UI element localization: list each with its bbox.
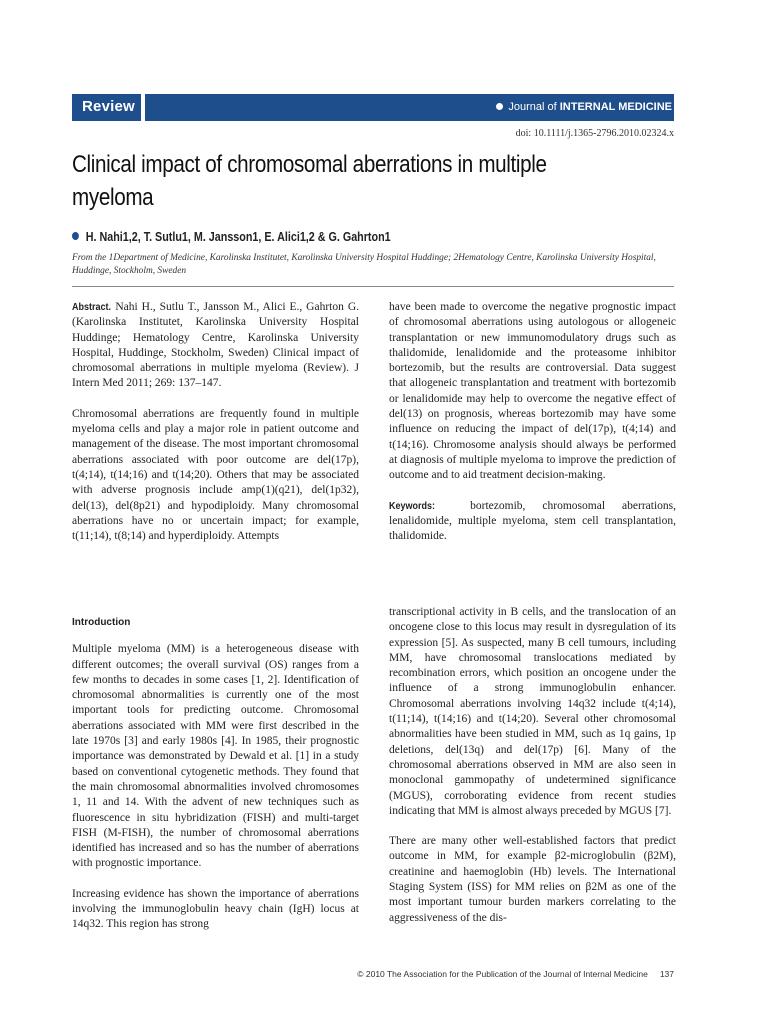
body-left-column xyxy=(72,615,359,948)
section-label: Review xyxy=(82,98,135,115)
body-paragraph: There are many other well-established factors that predict outcome in MM, for example β2-microglobulin (β2M), creatinine and haemoglobin (Hb) levels. The International Staging System (ISS) for MM relies on β2M as one of the most important tumour burden markers correlating to the aggressiveness of the dis- xyxy=(389,835,676,924)
abstract-right-column xyxy=(389,300,676,559)
abstract-left-column xyxy=(72,300,359,559)
banner-separator xyxy=(141,94,145,121)
abstract-label: Abstract. xyxy=(72,302,112,313)
divider xyxy=(72,286,674,287)
abstract-citation-text: Nahi H., Sutlu T., Jansson M., Alici E., Gahrton G. (Karolinska Institutet, Karolinska University Hospital Huddinge; Hematology Centre, Karolinska University Hospital, Huddinge, Stockholm, Sweden) Clinical impact of chromosomal aberrations in multiple myeloma (Review). J Intern Med 2011; 269: 137–147. xyxy=(72,301,359,390)
journal-prefix: Journal of xyxy=(508,101,557,113)
body-paragraph: Multiple myeloma (MM) is a heterogeneous disease with different outcomes; the overall survival (OS) ranges from a few months to decades in some cases [1, 2]. Identification of chromosomal abnormalities is currently one of the most important tools for predicting outcome. Chromosomal aberrations associated with MM were first described in the late 1970s [3] and early 1980s [4]. In 1985, their prognostic importance was demonstrated by Dewald et al. [1] in a study based on conventional cytogenetic methods. They found that the main chromosomal abnormalities involved chromosomes 1, 11 and 14. With the advent of new techniques such as fluorescence in situ hybridization (FISH) and multi-target FISH (M-FISH), the number of chromosomal aberrations identified has increased and so has the number of aberrations with prognostic importance. xyxy=(72,643,359,870)
keywords-label: Keywords: xyxy=(389,500,436,512)
authors-text: H. Nahi1,2, T. Sutlu1, M. Jansson1, E. Alici1,2 & G. Gahrton1 xyxy=(85,230,391,244)
doi[interactable]: doi: 10.1111/j.1365-2796.2010.02324.x xyxy=(515,128,674,139)
title-line-1: Clinical impact of chromosomal aberrations in multiple xyxy=(72,151,547,178)
abstract-paragraph: have been made to overcome the negative prognostic impact of chromosomal aberrations using autologous or allogeneic transplantation or new immunomodulatory drugs such as thalidomide, lenalidomide and the proteasome inhibitor bortezomib, but the results are controversial. Data suggest that allogeneic transplantation and treatment with bortezomib or lenalidomide may help to overcome the negative effect of del(13) on prognosis, whereas bortezomib may have some influence on reducing the impact of del(17p), t(4;14) and t(14;16). Chromosome analysis should always be performed at diagnosis of multiple myeloma to improve the prediction of outcome and to aid treatment decision-making. xyxy=(389,301,676,482)
affiliation: From the 1Department of Medicine, Karolinska Institutet, Karolinska University Hospital Huddinge; 2Hematology Centre, Karolinska University Hospital, Huddinge, Stockholm, Sweden xyxy=(72,253,656,276)
body-paragraph: Increasing evidence has shown the importance of aberrations involving the immunoglobulin heavy chain (IgH) locus at 14q32. This region has strong xyxy=(72,887,359,931)
article-title xyxy=(72,148,674,214)
section-heading-introduction: Introduction xyxy=(72,617,131,628)
body-right-column xyxy=(389,605,676,941)
bullet-icon xyxy=(72,232,79,240)
keywords-text: bortezomib, chromosomal aberrations, lenalidomide, multiple myeloma, stem cell transplantation, thalidomide. xyxy=(389,499,676,543)
journal-name xyxy=(496,100,672,115)
title-line-2: myeloma xyxy=(72,184,154,211)
abstract-citation xyxy=(72,300,359,392)
bullet-icon xyxy=(496,103,503,110)
author-list xyxy=(72,230,391,244)
body-paragraph: transcriptional activity in B cells, and the translocation of an oncogene close to this locus may result in dysregulation of its expression [5]. As suspected, many B cell tumours, including MM, have chromosomal translocations mediated by recombination errors, which position an oncogene under the influence of a strong immunoglobulin enhancer. Chromosomal aberrations involving 14q32 include t(4;14), t(11;14), t(14;16) and t(14;20). Several other chromosomal abnormalities have been studied in MM, such as 1q gains, 1p deletions, del(13q) and del(17p) [6]. Many of the chromosomal aberrations observed in MM are also seen in monoclonal gammopathy of undetermined significance (MGUS), corroborating evidence from recent studies indicating that MM is almost always preceded by MGUS [7]. xyxy=(389,606,676,817)
copyright: © 2010 The Association for the Publication of the Journal of Internal Medicine xyxy=(357,969,648,979)
abstract-paragraph: Chromosomal aberrations are frequently found in multiple myeloma cells and play a major role in patient outcome and management of the disease. The most important chromosomal aberrations associated with poor outcome are del(17p), t(4;14), t(14;16) and t(14;20). Others that may be associated with adverse prognosis include amp(1)(q21), del(1p32), del(13), del(8p21) and hypodiploidy. Many chromosomal aberrations have no or uncertain impact; for example, t(11;14), t(8;14) and hyperdiploidy. Attempts xyxy=(72,407,359,543)
page-number: 137 xyxy=(659,969,674,979)
keywords xyxy=(389,499,676,545)
page-footer xyxy=(357,969,674,979)
journal-title: INTERNAL MEDICINE xyxy=(559,101,672,113)
